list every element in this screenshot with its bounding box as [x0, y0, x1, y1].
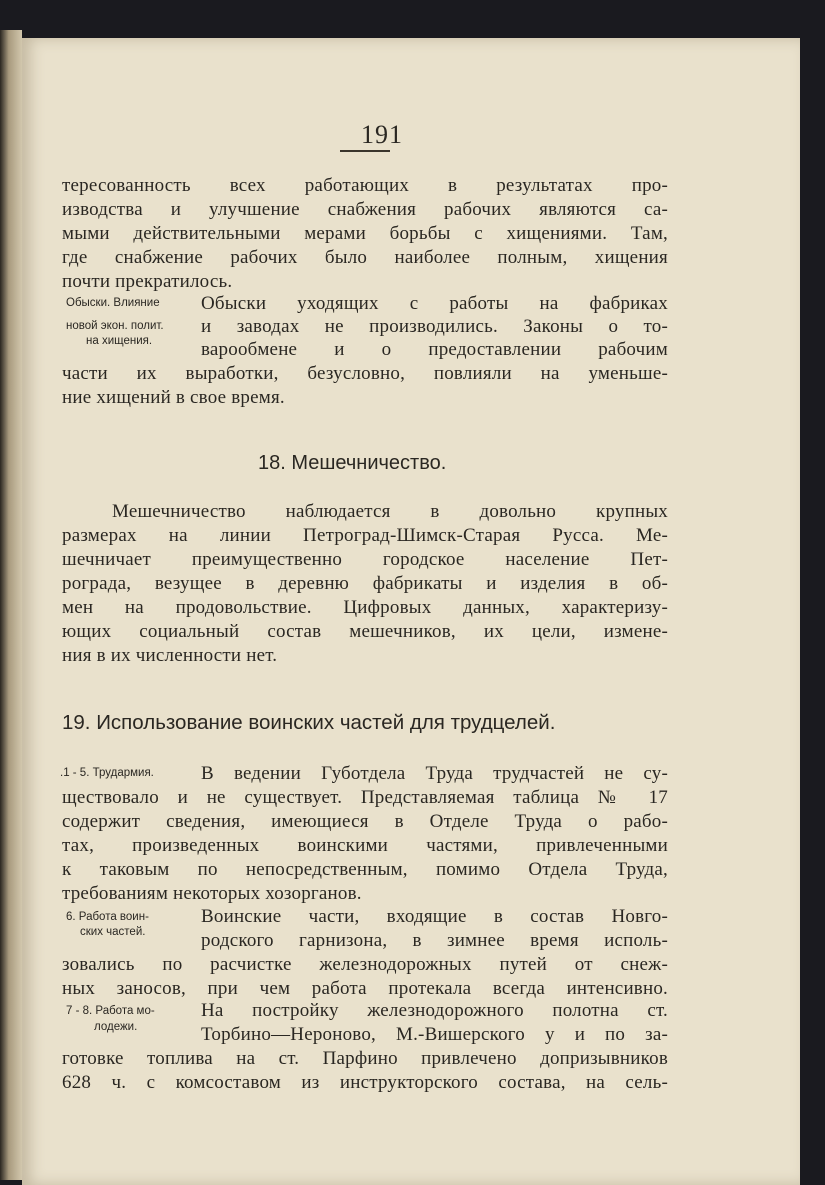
- text-line: содержит сведения, имеющиеся в Отделе Труда о рабо-: [62, 811, 668, 832]
- margin-note-military: ских частей.: [80, 926, 146, 938]
- text-line: Воинские части, входящие в состав Новго-: [201, 906, 668, 927]
- margin-note-searches: новой экон. полит.: [66, 320, 164, 332]
- section-heading-19: 19. Использование воинских частей для трудцелей.: [62, 711, 556, 734]
- text-line: На постройку железнодорожного полотна ст.: [201, 1000, 668, 1021]
- text-line: ных заносов, при чем работа протекала всегда интенсивно.: [62, 978, 668, 999]
- text-line: изводства и улучшение снабжения рабочих являются са-: [62, 199, 668, 220]
- text-line: где снабжение рабочих было наиболее полным, хищения: [62, 247, 668, 268]
- text-line: тересованность всех работающих в результатах про-: [62, 175, 668, 196]
- text-line: шечничает преимущественно городское население Пет-: [62, 549, 668, 570]
- page-number-underline: [340, 150, 390, 152]
- text-line: ющих социальный состав мешечников, их цели, измене-: [62, 621, 668, 642]
- margin-note-youth: 7 - 8. Работа мо-: [66, 1005, 155, 1017]
- text-line: Торбино—Нероново, М.-Вишерского у и по за-: [201, 1024, 668, 1045]
- text-line: требованиям некоторых хозорганов.: [62, 883, 362, 904]
- text-line: готовке топлива на ст. Парфино привлечено допризывников: [62, 1048, 668, 1069]
- text-line: В ведении Губотдела Труда трудчастей не су-: [201, 763, 668, 784]
- text-line: рограда, везущее в деревню фабрикаты и изделия в об-: [62, 573, 668, 594]
- margin-note-military: 6. Работа воин-: [66, 911, 149, 923]
- margin-note-youth: лодежи.: [94, 1021, 138, 1033]
- text-line: зовались по расчистке железнодорожных путей от снеж-: [62, 954, 668, 975]
- text-line: тах, произведенных воинскими частями, привлеченными: [62, 835, 668, 856]
- text-line: Мешечничество наблюдается в довольно крупных: [112, 501, 668, 522]
- text-line: варообмене и о предоставлении рабочим: [201, 339, 668, 360]
- text-line: родского гарнизона, в зимнее время исполь-: [201, 930, 668, 951]
- text-line: мыми действительными мерами борьбы с хищениями. Там,: [62, 223, 668, 244]
- text-line: почти прекратилось.: [62, 271, 233, 292]
- book-page: [22, 38, 800, 1185]
- section-heading-18: 18. Мешечничество.: [258, 452, 447, 474]
- text-line: и заводах не производились. Законы о то-: [201, 316, 668, 337]
- text-line: Обыски уходящих с работы на фабриках: [201, 293, 668, 314]
- text-line: ние хищений в свое время.: [62, 387, 285, 408]
- margin-note-searches: Обыски. Влияние: [66, 297, 160, 309]
- previous-page-edge: [0, 30, 22, 1180]
- text-line: 628 ч. с комсоставом из инструкторского состава, на сель-: [62, 1072, 668, 1093]
- text-line: ния в их численности нет.: [62, 645, 278, 666]
- text-line: к таковым по непосредственным, помимо Отдела Труда,: [62, 859, 668, 880]
- text-line: ществовало и не существует. Представляемая таблица № 17: [62, 787, 668, 808]
- text-line: части их выработки, безусловно, повлияли на уменьше-: [62, 363, 668, 384]
- margin-note-searches: на хищения.: [86, 335, 153, 347]
- text-line: размерах на линии Петроград-Шимск-Старая Русса. Ме-: [62, 525, 668, 546]
- text-line: мен на продовольствие. Цифровых данных, характеризу-: [62, 597, 668, 618]
- page-number: 191: [361, 120, 403, 149]
- margin-note-laborarmy: .1 - 5. Трудармия.: [60, 767, 154, 779]
